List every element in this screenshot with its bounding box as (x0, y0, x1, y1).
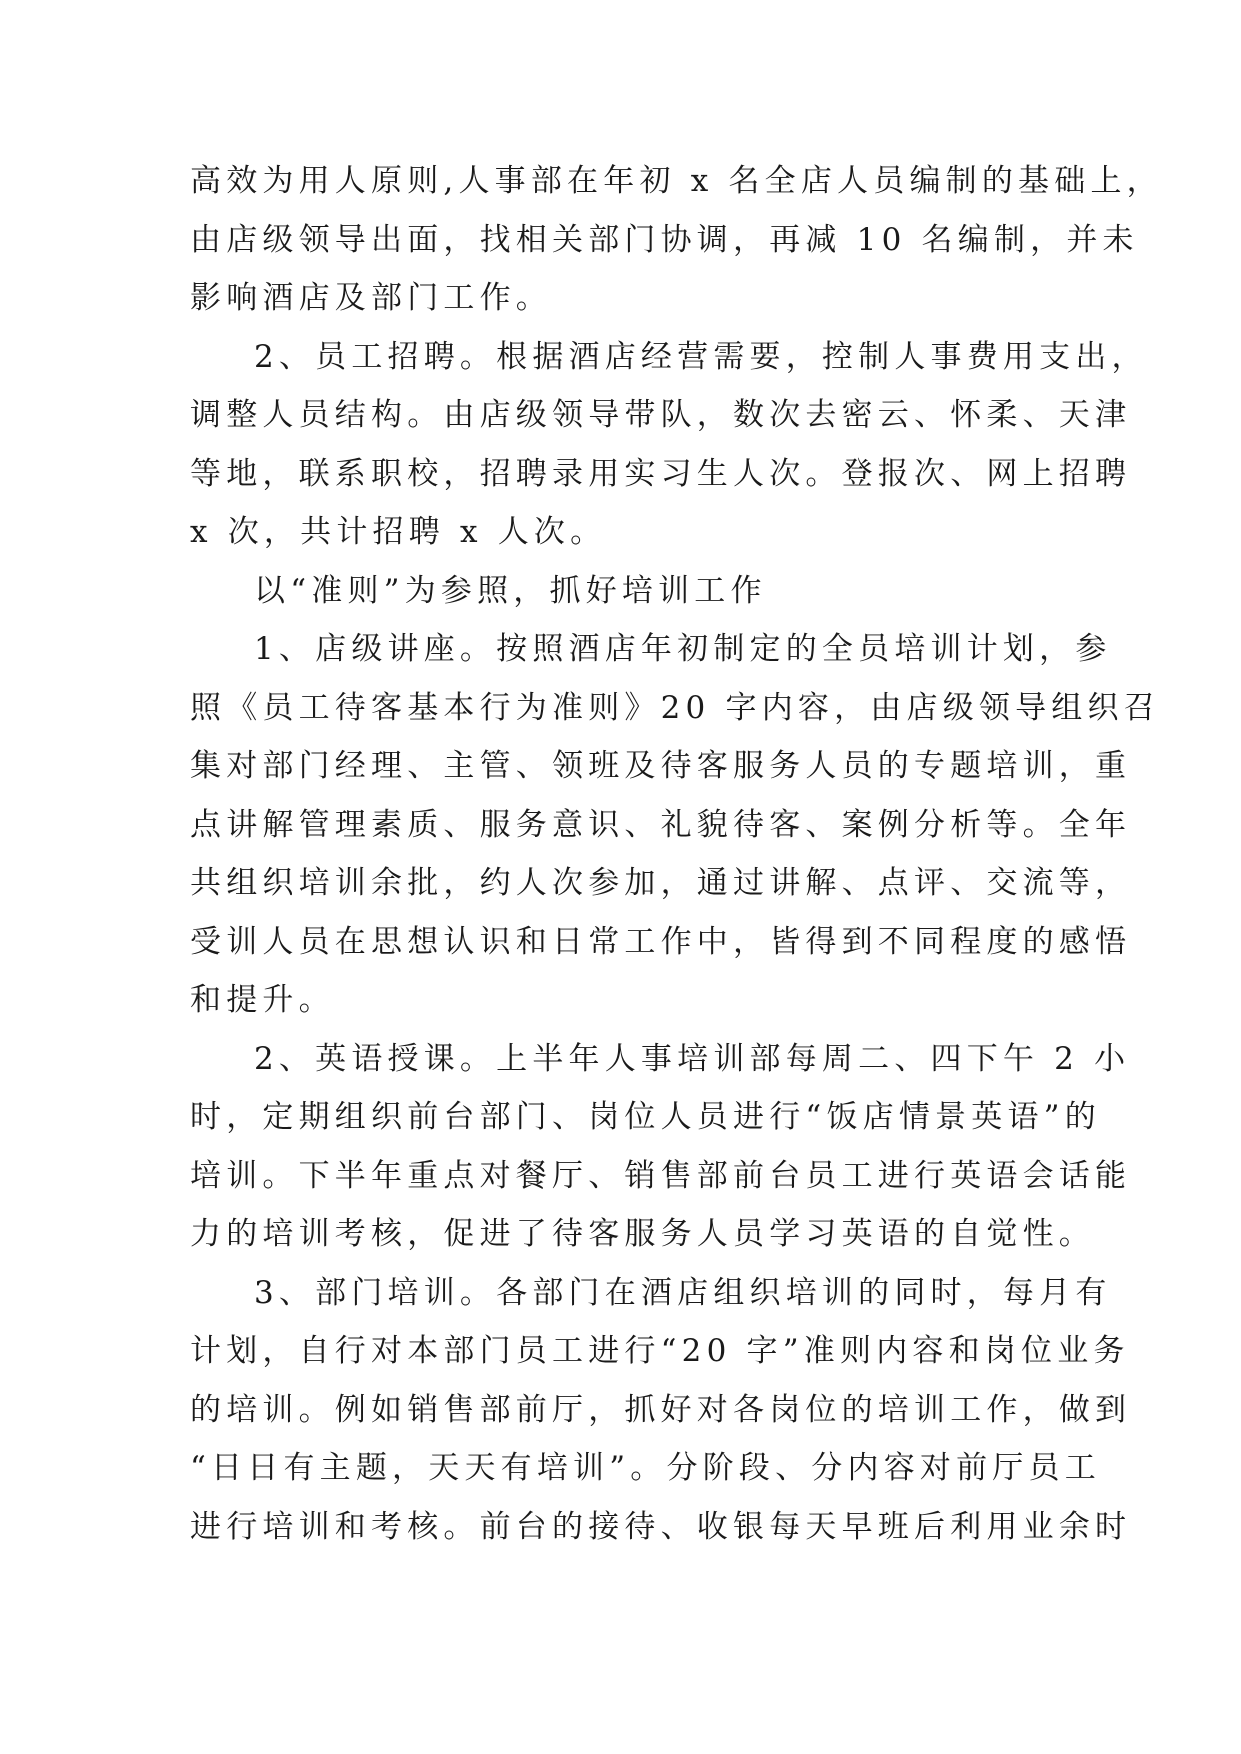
text-line-20: 3、部门培训。各部门在酒店组织培训的同时，每月有 (254, 1274, 1112, 1311)
text-line-2: 由店级领导出面，找相关部门协调，再减 10 名编制，并未 (190, 221, 1139, 258)
text-line-15: 和提升。 (190, 982, 335, 1018)
text-line-7: x 次，共计招聘 x 人次。 (190, 514, 607, 550)
body-text (190, 152, 1163, 1556)
text-line-9: 1、店级讲座。按照酒店年初制定的全员培训计划，参 (254, 631, 1112, 667)
text-line-18: 培训。下半年重点对餐厅、销售部前台员工进行英语会话能 (190, 1157, 1132, 1194)
section-heading: 以“准则”为参照，抓好培训工作 (254, 572, 767, 609)
text-line-21: 计划，自行对本部门员工进行“20 字”准则内容和岗位业务 (190, 1333, 1130, 1369)
text-line-5: 调整人员结构。由店级领导带队，数次去密云、怀柔、天津 (190, 397, 1132, 433)
text-line-12: 点讲解管理素质、服务意识、礼貌待客、案例分析等。全年 (190, 806, 1132, 843)
text-line-23: “日日有主题，天天有培训”。分阶段、分内容对前厅员工 (190, 1450, 1101, 1486)
text-line-22: 的培训。例如销售部前厅，抓好对各岗位的培训工作，做到 (190, 1391, 1132, 1428)
text-line-6: 等地，联系职校，招聘录用实习生人次。登报次、网上招聘 (190, 455, 1132, 492)
text-line-11: 集对部门经理、主管、领班及待客服务人员的专题培训，重 (190, 748, 1132, 784)
text-line-17: 时，定期组织前台部门、岗位人员进行“饭店情景英语”的 (190, 1099, 1101, 1135)
text-line-14: 受训人员在思想认识和日常工作中，皆得到不同程度的感悟 (190, 923, 1132, 960)
text-line-4: 2、员工招聘。根据酒店经营需要，控制人事费用支出， (254, 338, 1148, 375)
text-line-10: 照《员工待客基本行为准则》20 字内容，由店级领导组织召 (190, 689, 1160, 726)
text-line-1: 高效为用人原则,人事部在年初 x 名全店人员编制的基础上， (190, 163, 1163, 199)
text-line-24: 进行培训和考核。前台的接待、收银每天早班后利用业余时 (190, 1508, 1132, 1545)
text-line-19: 力的培训考核，促进了待客服务人员学习英语的自觉性。 (190, 1216, 1095, 1252)
text-line-13: 共组织培训余批，约人次参加，通过讲解、点评、交流等， (190, 865, 1132, 901)
text-line-16: 2、英语授课。上半年人事培训部每周二、四下午 2 小 (254, 1040, 1131, 1077)
text-line-3: 影响酒店及部门工作。 (190, 280, 552, 316)
